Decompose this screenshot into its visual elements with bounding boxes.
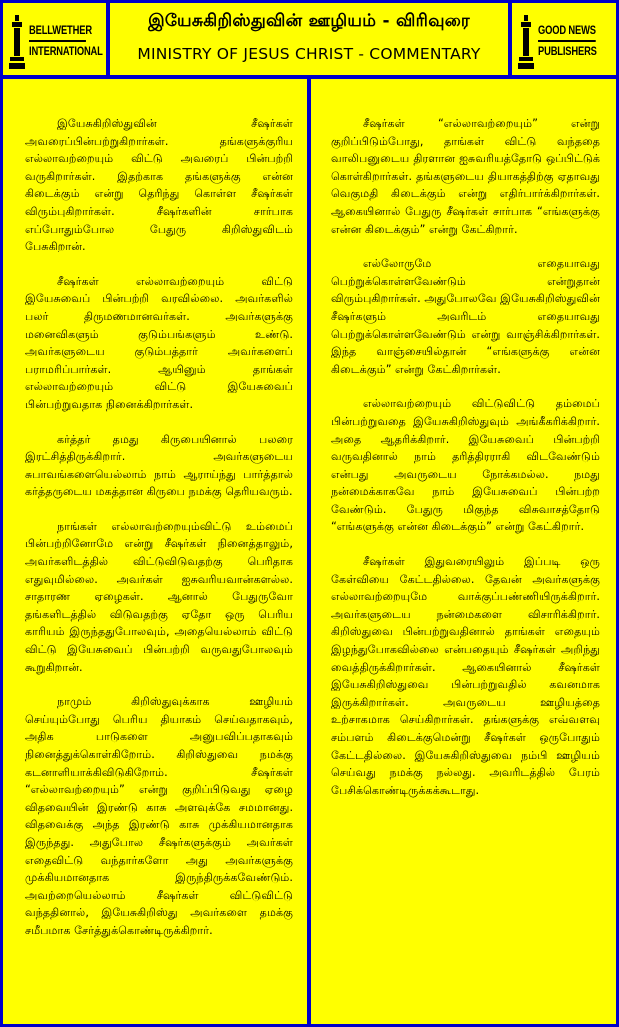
paragraph: சீஷர்கள் “எல்லாவற்றையும்” என்று குறிப்பிடும்போது, தாங்கள் விட்டு வந்ததை வாலிபனுடைய திரளான ஐசுவரியத்தோடு ஒப்பிட்டுக் கொள்கிறார்கள். தங்களுடைய தியாகத்திற்கு ஏதாவது வெகுமதி கிடைக்கும் என்று எதிர்பார்க்கிறார்கள். ஆகையினால் பேதுரு சீஷர்கள் சார்பாக “எங்களுக்கு என்ன கிடைக்கும்” என்று கேட்கிறார். <box>331 117 600 236</box>
bellwether-emblem-icon <box>9 15 25 71</box>
paragraph: இயேசுகிறிஸ்துவின் சீஷர்கள் அவரைப்பின்பற்றுகிறார்கள். தங்களுக்குரிய எல்லாவற்றையும் விட்டு அவரைப் பின்பற்றி வருகிறார்கள். இதற்காக தங்களுக்கு என்ன கிடைக்கும் என்று தெரிந்து கொள்ள சீஷர்கள் விரும்புகிறார்கள். சீஷர்களின் சார்பாக எப்போதும்போல பேதுரு கிறிஸ்துவிடம் பேசுகிறான். <box>25 117 293 254</box>
paragraph: நாங்கள் எல்லாவற்றையும்விட்டு உம்மைப் பின்பற்றினோமே என்று சீஷர்கள் நினைத்தாலும், அவர்களிடத்தில் விட்டுவிடுவதற்கு பெரிதாக எதுவுமில்லை. அவர்கள் ஐசுவரியவான்களல்ல. சாதாரண ஏழைகள். ஆனால் பேதுருவோ தங்களிடத்தில் விடுவதற்கு ஏதோ ஒரு பெரிய காரியம் இருந்ததுபோலவும், அதையெல்லாம் விட்டு விட்டு இயேசுவைப் பின்பற்றி வருவதுபோலவும் கூறுகிறான். <box>25 519 293 674</box>
bellwether-wordmark <box>29 21 103 61</box>
good-news-logo <box>512 3 616 75</box>
paragraph: சீஷர்கள் இதுவரையிலும் இப்படி ஒரு கேள்வியை கேட்டதில்லை. தேவன் அவர்களுக்கு எல்லாவற்றையுமே வாக்குப்பண்ணியிருக்கிறார். அவர்களுடைய நன்மைகளை விசாரிக்கிறார். கிறிஸ்துவை பின்பற்றுவதினால் தாங்கள் எதையும் இழந்துபோகவில்லை என்பதையும் சீஷர்கள் அறிந்து வைத்திருக்கிறார்கள். ஆகையினால் சீஷர்கள் இயேசுகிறிஸ்துவை பின்பற்றுவதில் கவனமாக இருக்கிறார்கள். அவருடைய ஊழியத்தை உற்சாகமாக செய்கிறார்கள். தங்களுக்கு எவ்வளவு சம்பளம் கிடைக்குமென்று சீஷர்கள் ஒருபோதும் கேட்டதில்லை. இயேசுகிறிஸ்துவை நம்பி ஊழியம் செய்வது நமக்கு நல்லது. அவரிடத்தில் பேரம் பேசிக்கொண்டிருக்கக்கூடாது. <box>331 555 600 797</box>
right-column-text <box>331 115 600 816</box>
logo-left-line1: BELLWETHER <box>29 21 86 42</box>
paragraph: கர்த்தர் தமது கிருபையினால் பலரை இரட்சித்திருக்கிறார். அவர்களுடைய சுபாவங்களையெல்லாம் நாம் ஆராய்ந்து பார்த்தால் கர்த்தருடைய மகத்தான கிருபை நமக்கு தெரியவரும். <box>25 432 293 499</box>
paragraph: நாமும் கிறிஸ்துவுக்காக ஊழியம் செய்யும்போது பெரிய தியாகம் செய்வதாகவும், அதிக பாடுகளை அனுபவிப்பதாகவும் நினைத்துக்கொள்கிறோம். கிறிஸ்துவை நமக்கு கடனாளியாக்கிவிடுகிறோம். சீஷர்கள் “எல்லாவற்றையும்” என்று குறிப்பிடுவது ஏழை விதவையின் இரண்டு காசு அளவுக்கே சமமானது. விதவைக்கு அந்த இரண்டு காசு முக்கியமானதாக இருந்தது. அதுபோல சீஷர்களுக்கும் அவர்கள் எதைவிட்டு வந்தார்களோ அது அவர்களுக்கு முக்கியமானதாக இருந்திருக்கவேண்டும். அவற்றையெல்லாம் சீஷர்கள் விட்டுவிட்டு வந்ததினால், இயேசுகிறிஸ்து அவர்களை தமக்கு சமீபமாக சேர்த்துக்கொண்டிருக்கிறார். <box>25 695 293 937</box>
logo-right-line2: PUBLISHERS <box>538 44 597 58</box>
paragraph: எல்லோருமே எதையாவது பெற்றுக்கொள்ளவேண்டும் என்றுதான் விரும்புகிறார்கள். அதுபோலவே இயேசுகிறிஸ்துவின் சீஷர்களும் அவரிடம் எதையாவது பெற்றுக்கொள்ளவேண்டும் என்று வாஞ்சிக்கிறார்கள். இந்த வாஞ்சையில்தான் “எங்களுக்கு என்ன கிடைக்கும்” என்று கேட்கிறார்கள். <box>331 257 600 376</box>
logo-left-line2: INTERNATIONAL <box>29 44 103 58</box>
title-english: MINISTRY OF JESUS CHRIST - COMMENTARY <box>137 45 481 63</box>
logo-right-line1: GOOD NEWS <box>538 21 596 42</box>
paragraph: சீஷர்கள் எல்லாவற்றையும் விட்டு இயேசுவைப் பின்பற்றி வரவில்லை. அவர்களில் பலர் திருமணமானவர்கள். அவர்களுக்கு மனைவிகளும் குடும்பங்களும் உண்டு. அவர்களுடைய குடும்பத்தார் அவர்களைப் பராமரிப்பார்கள். ஆயினும் தாங்கள் எல்லாவற்றையும் விட்டு இயேசுவைப் பின்பற்றுவதாக நினைக்கிறார்கள். <box>25 274 293 411</box>
good-news-wordmark <box>538 21 596 61</box>
left-column-text <box>25 115 293 957</box>
page-header <box>110 3 508 75</box>
bellwether-logo <box>3 3 106 75</box>
good-news-emblem-icon <box>518 15 534 71</box>
paragraph: எல்லாவற்றையும் விட்டுவிட்டு தம்மைப் பின்பற்றுவதை இயேசுகிறிஸ்துவும் அங்கீகரிக்கிறார். அதை ஆதரிக்கிறார். இயேசுவைப் பின்பற்றி வருவதினால் நாம் தரித்திரராகி விடவேண்டும் என்பது அவருடைய நோக்கமல்ல. நமது நன்மைக்காகவே நாம் இயேசுவைப் பின்பற்ற வேண்டும். பேதுரு மிகுந்த விசுவாசத்தோடு “எங்களுக்கு என்ன கிடைக்கும்” என்று கேட்கிறார். <box>331 397 600 534</box>
right-column <box>311 79 616 1024</box>
left-column <box>3 79 307 1024</box>
title-tamil: இயேசுகிறிஸ்துவின் ஊழியம் - விரிவுரை <box>148 11 470 31</box>
